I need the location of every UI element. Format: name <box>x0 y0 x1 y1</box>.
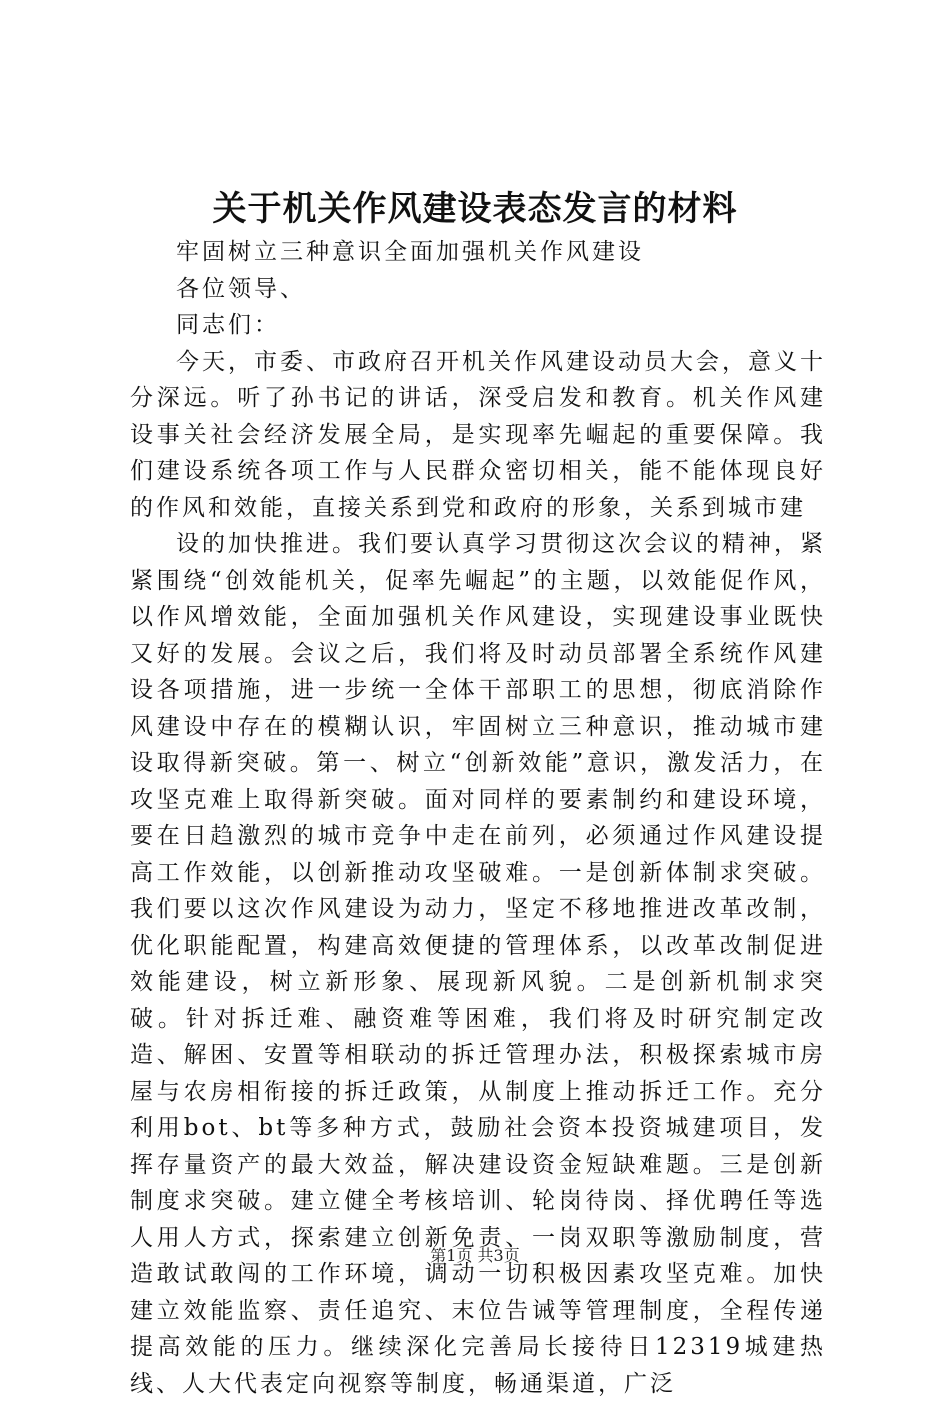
document-title: 关于机关作风建设表态发言的材料 <box>212 189 738 229</box>
subtitle-line: 牢固树立三种意识全面加强机关作风建设 <box>176 239 644 265</box>
body-paragraph: 设的加快推进。我们要认真学习贯彻这次会议的精神，紧紧围绕“创效能机关，促率先崛起”的主题，以效能促作风，以作风增效能，全面加强机关作风建设，实现建设事业既快又好的发展。会议之后，我们将及时动员部署全系统作风建设各项措施，进一步统一全体干部职工的思想，彻底消除作风建设中存在的模糊认识，牢固树立三种意识，推动城市建设取得新突破。第一、树立“创新效能”意识，激发活力，在攻坚克难上取得新突破。面对同样的要素制约和建设环境，要在日趋激烈的城市竞争中走在前列，必须通过作风建设提高工作效能，以创新推动攻坚破难。一是创新体制求突破。我们要以这次作风建设为动力，坚定不移地推进改革改制，优化职能配置，构建高效便捷的管理体系，以改革改制促进效能建设，树立新形象、展现新风貌。二是创新机制求突破。针对拆迁难、融资难等困难，我们将及时研究制定改造、解困、安置等相联动的拆迁管理办法，积极探索城市房屋与农房相衔接的拆迁政策，从制度上推动拆迁工作。充分利用bot、bt等多种方式，鼓励社会资本投资城建项目，发挥存量资产的最大效益，解决建设资金短缺难题。三是创新制度求突破。建立健全考核培训、轮岗待岗、择优聘任等选人用人方式，探索建立创新免责、一岗双职等激励制度，营造敢试敢闯的工作环境，调动一切积极因素攻坚克难。加快建立效能监察、责任追究、末位告诫等管理制度，全程传递提高效能的压力。继续深化完善局长接待日12319城建热线、人大代表定向视察等制度，畅通渠道，广泛 <box>130 531 826 1397</box>
document-body <box>130 234 826 1402</box>
page-number-footer: 第1页 共3页 <box>430 1246 520 1265</box>
salutation-line: 各位领导、 <box>176 275 306 302</box>
salutation-line: 同志们： <box>176 312 280 338</box>
body-paragraph: 今天，市委、市政府召开机关作风建设动员大会，意义十分深远。听了孙书记的讲话，深受启发和教育。机关作风建设事关社会经济发展全局，是实现率先崛起的重要保障。我们建设系统各项工作与人民群众密切相关，能不能体现良好的作风和效能，直接关系到党和政府的形象，关系到城市建 <box>130 348 826 521</box>
